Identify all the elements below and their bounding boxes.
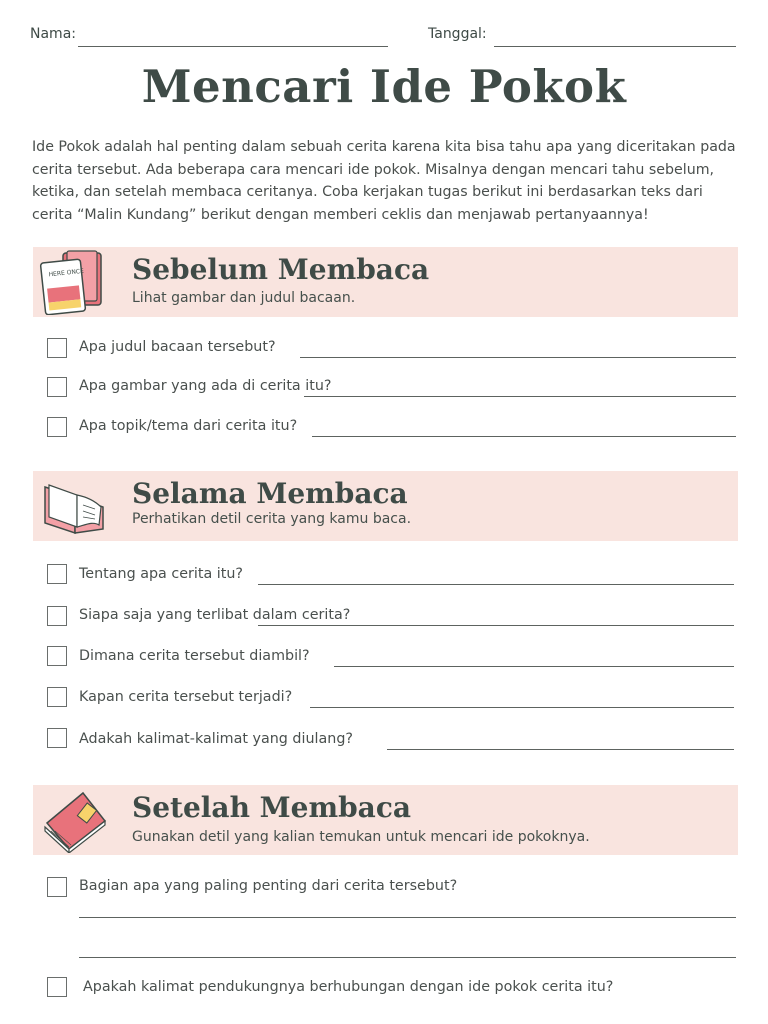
section-before-title: Sebelum Membaca <box>132 253 430 286</box>
checkbox-before-1[interactable] <box>47 338 67 358</box>
answer-line-during-1[interactable] <box>258 584 734 585</box>
answer-line-during-4[interactable] <box>310 707 734 708</box>
checkbox-after-2[interactable] <box>47 977 67 997</box>
date-label: Tanggal: <box>428 26 487 42</box>
answer-line-before-3[interactable] <box>312 436 736 437</box>
checkbox-after-1[interactable] <box>47 877 67 897</box>
checkbox-before-2[interactable] <box>47 377 67 397</box>
checkbox-during-1[interactable] <box>47 564 67 584</box>
question-during-1: Tentang apa cerita itu? <box>79 566 243 582</box>
question-after-2: Apakah kalimat pendukungnya berhubungan dengan ide pokok cerita itu? <box>83 979 614 995</box>
section-after-title: Setelah Membaca <box>132 791 412 824</box>
book-cover-text: HERE ONCE <box>48 267 85 279</box>
intro-paragraph: Ide Pokok adalah hal penting dalam sebuah cerita karena kita bisa tahu apa yang diceritakan pada cerita tersebut. Ada beberapa cara mencari ide pokok. Misalnya dengan mencari tahu sebelum, ketika, dan setelah membaca ceritanya. Coba kerjakan tugas berikut ini berdasarkan teks dari cerita “Malin Kundang” berikut dengan memberi ceklis dan menjawab pertanyaannya! <box>32 139 736 223</box>
answer-line-during-5[interactable] <box>387 749 734 750</box>
section-during-subtitle: Perhatikan detil cerita yang kamu baca. <box>132 511 412 527</box>
name-field[interactable] <box>78 46 388 47</box>
open-book-icon <box>39 475 109 537</box>
answer-line-during-2[interactable] <box>258 625 734 626</box>
answer-line-after-1a[interactable] <box>79 917 736 918</box>
question-during-2: Siapa saja yang terlibat dalam cerita? <box>79 607 351 623</box>
checkbox-during-3[interactable] <box>47 646 67 666</box>
section-before-header <box>33 247 738 317</box>
question-before-1: Apa judul bacaan tersebut? <box>79 339 276 355</box>
name-label: Nama: <box>30 26 76 42</box>
question-before-2: Apa gambar yang ada di cerita itu? <box>79 378 332 394</box>
section-during-header <box>33 471 738 541</box>
checkbox-during-4[interactable] <box>47 687 67 707</box>
date-field[interactable] <box>494 46 736 47</box>
answer-line-before-1[interactable] <box>300 357 736 358</box>
section-before-subtitle: Lihat gambar dan judul bacaan. <box>132 290 356 306</box>
question-during-4: Kapan cerita tersebut terjadi? <box>79 689 293 705</box>
answer-line-during-3[interactable] <box>334 666 734 667</box>
question-during-5: Adakah kalimat-kalimat yang diulang? <box>79 731 353 747</box>
checkbox-during-2[interactable] <box>47 606 67 626</box>
section-after-subtitle: Gunakan detil yang kalian temukan untuk mencari ide pokoknya. <box>132 829 590 845</box>
page-title: Mencari Ide Pokok <box>141 60 627 113</box>
books-icon <box>39 249 107 315</box>
question-after-1: Bagian apa yang paling penting dari cerita tersebut? <box>79 878 458 894</box>
book-icon <box>39 787 109 853</box>
question-during-3: Dimana cerita tersebut diambil? <box>79 648 310 664</box>
answer-line-after-1b[interactable] <box>79 957 736 958</box>
section-after-header <box>33 785 738 855</box>
answer-line-before-2[interactable] <box>304 396 736 397</box>
question-before-3: Apa topik/tema dari cerita itu? <box>79 418 298 434</box>
section-during-title: Selama Membaca <box>132 477 408 510</box>
checkbox-during-5[interactable] <box>47 728 67 748</box>
checkbox-before-3[interactable] <box>47 417 67 437</box>
